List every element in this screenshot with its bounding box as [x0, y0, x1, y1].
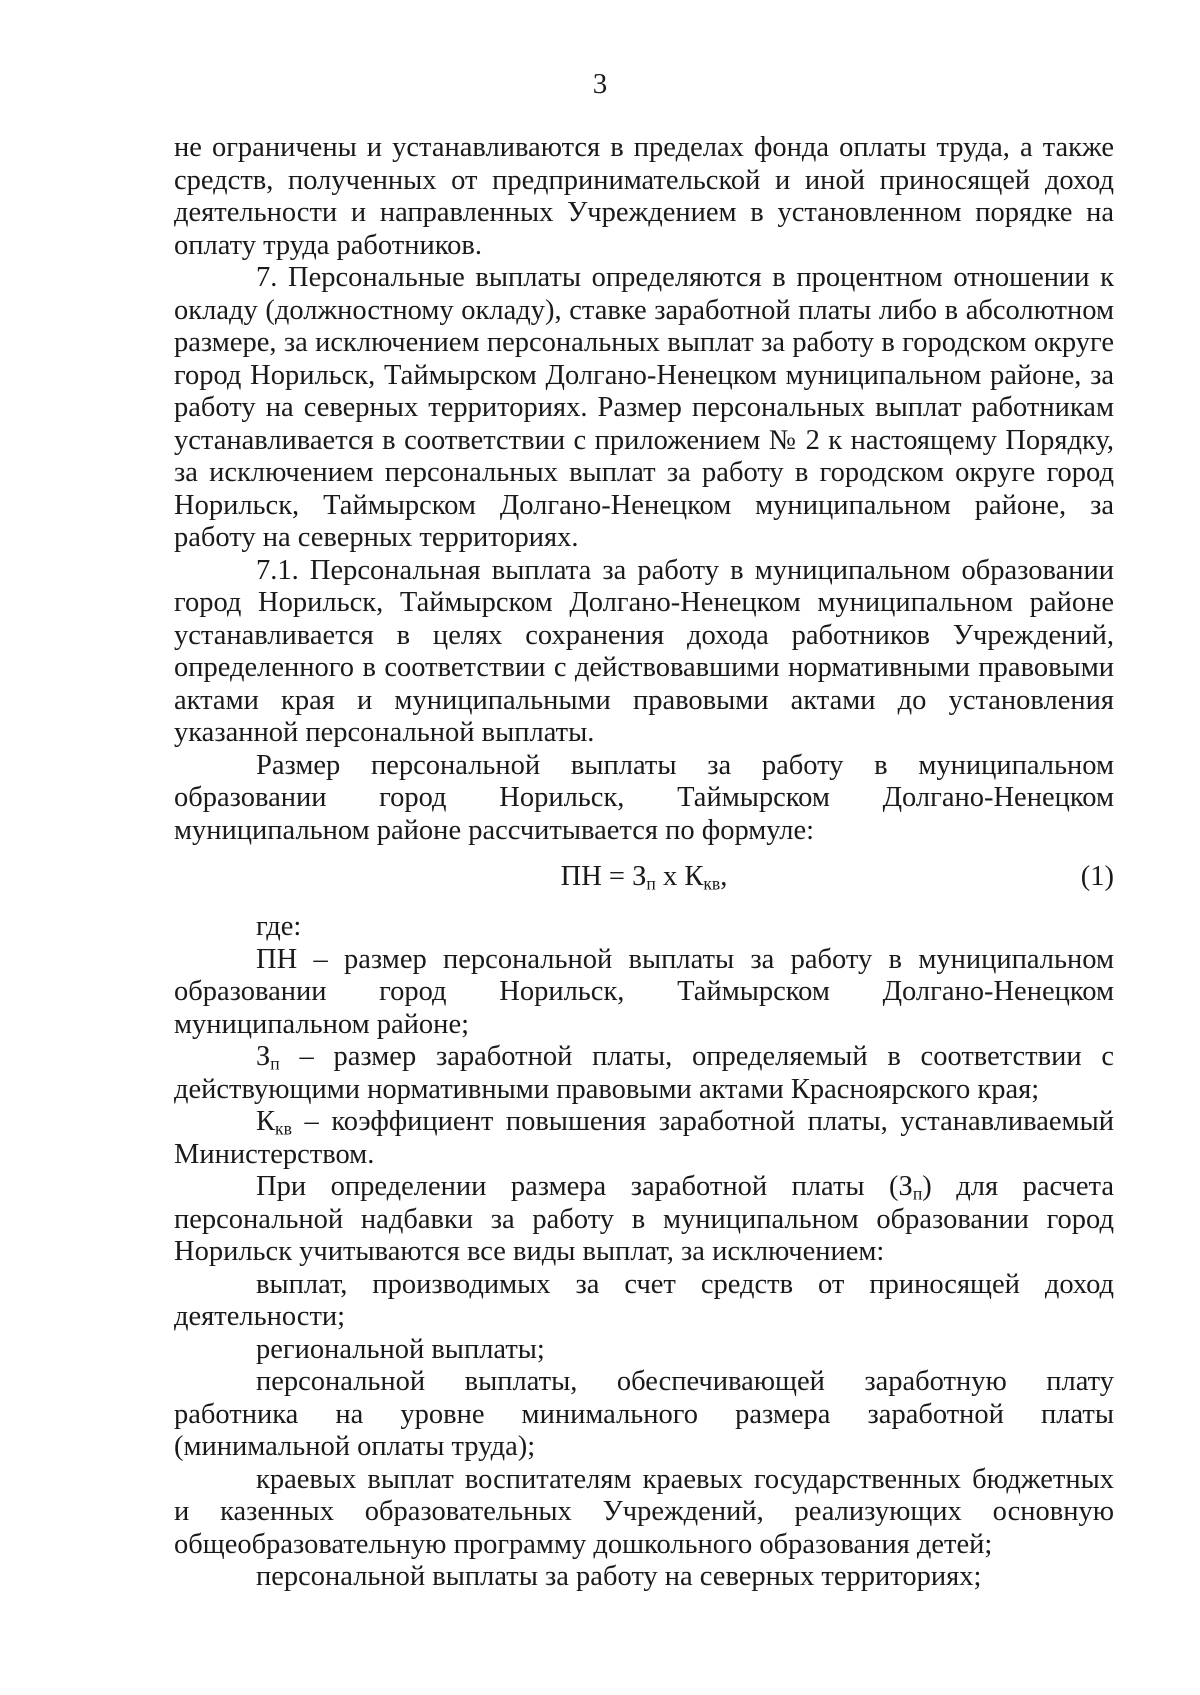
- zp-subscript: п: [270, 1053, 280, 1074]
- formula-number: (1): [1080, 861, 1114, 892]
- definition-pn: ПН – размер персональной выплаты за работу в муниципальном образовании город Норильск, Таймырском Долгано-Ненецком муниципальном районе;: [174, 943, 1114, 1040]
- formula-tail: ,: [720, 861, 728, 892]
- paragraph-formula-intro: Размер персональной выплаты за работу в муниципальном образовании город Норильск, Таймырском Долгано-Ненецком муниципальном районе рассчитывается по формуле:: [174, 749, 1114, 846]
- zp-text: – размер заработной платы, определяемый в соответствии с действующими нормативными правовыми актами Красноярского края;: [174, 1041, 1114, 1105]
- exclusions-text-a: При определении размера заработной платы (З: [256, 1171, 913, 1202]
- exclusions-subscript: п: [912, 1183, 923, 1204]
- exclusion-item: выплат, производимых за счет средств от приносящей доход деятельности;: [174, 1268, 1114, 1332]
- exclusions-text-b: ) для расчета персональной надбавки за работу в муниципальном образовании город Норильск учитываются все виды выплат, за исключением:: [174, 1171, 1114, 1267]
- exclusion-item: персональной выплаты за работу на северных территориях;: [256, 1561, 982, 1592]
- exclusion-item: региональной выплаты;: [256, 1333, 545, 1365]
- formula: [174, 861, 1114, 893]
- paragraph-item-7-1: 7.1. Персональная выплата за работу в муниципальном образовании город Норильск, Таймырском Долгано-Ненецком муниципальном районе устанавливается в целях сохранения дохода работников Учреждений, определенного в соответствии с действовавшими нормативными правовыми актами края и муниципальными правовыми актами до установления указанной персональной выплаты.: [174, 554, 1114, 748]
- kkv-subscript: кв: [275, 1118, 292, 1139]
- formula-lhs: ПН = З: [560, 861, 647, 892]
- kkv-text: – коэффициент повышения заработной платы, устанавливаемый Министерством.: [174, 1106, 1114, 1170]
- paragraph-exclusions-intro: [174, 1171, 1114, 1269]
- paragraph-continuation: не ограничены и устанавливаются в пределах фонда оплаты труда, а также средств, полученных от предпринимательской и иной приносящей доход деятельности и направленных Учреждением в установленном порядке на оплату труда работников.: [174, 132, 1114, 261]
- exclusion-item: краевых выплат воспитателям краевых государственных бюджетных и казенных образовательных Учреждений, реализующих основную общеобразовательную программу дошкольного образования детей;: [174, 1463, 1114, 1560]
- document-body: [174, 132, 1114, 1594]
- definition-zp: [174, 1041, 1114, 1106]
- formula-line: [174, 847, 1114, 911]
- zp-symbol: З: [256, 1041, 271, 1072]
- definition-kkv: [174, 1106, 1114, 1171]
- paragraph-item-7: 7. Персональные выплаты определяются в процентном отношении к окладу (должностному окладу), ставке заработной платы либо в абсолютном размере, за исключением персональных выплат за работу в городском округе город Норильск, Таймырском Долгано-Ненецком муниципальном районе, за работу на северных территориях. Размер персональных выплат работникам устанавливается в соответствии с приложением № 2 к настоящему Порядку, за исключением персональных выплат за работу в городском округе город Норильск, Таймырском Долгано-Ненецком муниципальном районе, за работу на северных территориях.: [174, 262, 1114, 553]
- formula-sub-p: п: [646, 873, 656, 894]
- formula-sub-kv: кв: [703, 873, 721, 894]
- exclusion-item: персональной выплаты, обеспечивающей заработную плату работника на уровне минимального размера заработной платы (минимальной оплаты труда);: [174, 1366, 1114, 1462]
- where-label: где:: [256, 911, 302, 942]
- page-number: 3: [592, 68, 608, 100]
- formula-mid: х К: [655, 861, 704, 892]
- kkv-symbol: К: [256, 1106, 276, 1137]
